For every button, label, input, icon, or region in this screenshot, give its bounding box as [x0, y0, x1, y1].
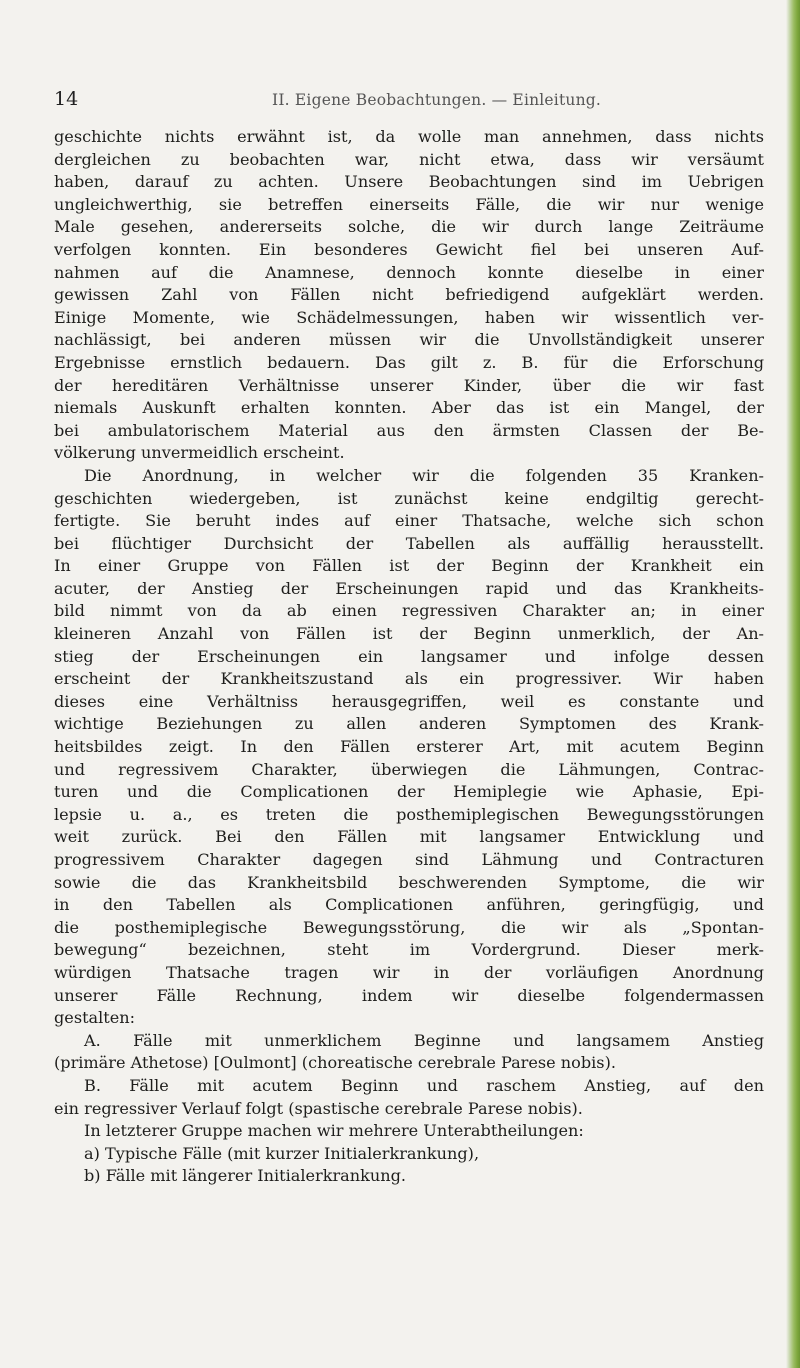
text-line: bei flüchtiger Durchsicht der Tabellen als auffällig herausstellt. — [54, 533, 764, 553]
text-line: lepsie u. a., es treten die posthemiplegischen Bewegungsstörungen — [54, 804, 764, 824]
running-head: II. Eigene Beobachtungen. — Einleitung. — [272, 91, 602, 109]
text-line: in den Tabellen als Complicationen anführen, geringfügig, und — [54, 895, 764, 915]
text-line: ein regressiver Verlauf folgt (spastische cerebrale Parese nobis). — [54, 1098, 583, 1118]
page-header — [54, 88, 774, 118]
text-line: geschichten wiedergeben, ist zunächst keine endgiltig gerecht- — [54, 488, 764, 508]
text-line: turen und die Complicationen der Hemiplegie wie Aphasie, Epi- — [54, 782, 764, 802]
text-line: In letzterer Gruppe machen wir mehrere Unterabtheilungen: — [84, 1121, 584, 1141]
text-line: nachlässigt, bei anderen müssen wir die Unvollständigkeit unserer — [54, 330, 764, 350]
body-text — [54, 126, 764, 1188]
text-line: und regressivem Charakter, überwiegen die Lähmungen, Contrac- — [54, 759, 764, 779]
text-line: ungleichwerthig, sie betreffen einerseits Fälle, die wir nur wenige — [54, 194, 764, 214]
text-line: unserer Fälle Rechnung, indem wir dieselbe folgendermassen — [54, 985, 764, 1005]
text-line: der hereditären Verhältnisse unserer Kinder, über die wir fast — [54, 375, 764, 395]
text-line: völkerung unvermeidlich erscheint. — [54, 443, 345, 463]
text-line: geschichte nichts erwähnt ist, da wolle man annehmen, dass nichts — [54, 127, 764, 146]
text-line: acuter, der Anstieg der Erscheinungen rapid und das Krankheits- — [54, 578, 764, 598]
text-line: verfolgen konnten. Ein besonderes Gewicht fiel bei unseren Auf- — [54, 239, 764, 259]
text-line: weit zurück. Bei den Fällen mit langsamer Entwicklung und — [54, 827, 764, 847]
text-line: In einer Gruppe von Fällen ist der Beginn der Krankheit ein — [54, 556, 764, 576]
text-line: bewegung“ bezeichnen, steht im Vordergrund. Dieser merk- — [54, 940, 764, 960]
text-line: bei ambulatorischem Material aus den ärmsten Classen der Be- — [54, 420, 764, 440]
text-line: wichtige Beziehungen zu allen anderen Symptomen des Krank- — [54, 714, 764, 734]
book-spine-edge — [786, 0, 800, 1368]
text-line: Ergebnisse ernstlich bedauern. Das gilt z. B. für die Erforschung — [54, 352, 764, 372]
text-line: gestalten: — [54, 1008, 136, 1028]
text-line: a) Typische Fälle (mit kurzer Initialerkrankung), — [84, 1143, 480, 1163]
text-line: Die Anordnung, in welcher wir die folgenden 35 Kranken- — [84, 465, 764, 485]
text-line: sowie die das Krankheitsbild beschwerenden Symptome, die wir — [54, 872, 764, 892]
text-line: dergleichen zu beobachten war, nicht etwa, dass wir versäumt — [54, 149, 764, 169]
text-line: erscheint der Krankheitszustand als ein progressiver. Wir haben — [54, 669, 764, 689]
text-line: Male gesehen, andererseits solche, die wir durch lange Zeiträume — [54, 217, 764, 237]
page-number: 14 — [54, 88, 79, 110]
text-line: bild nimmt von da ab einen regressiven Charakter an; in einer — [54, 601, 764, 621]
text-line: B. Fälle mit acutem Beginn und raschem Anstieg, auf den — [84, 1075, 764, 1095]
text-line: stieg der Erscheinungen ein langsamer und infolge dessen — [54, 646, 764, 666]
text-line: heitsbildes zeigt. In den Fällen ersterer Art, mit acutem Beginn — [54, 737, 764, 757]
text-line: niemals Auskunft erhalten konnten. Aber das ist ein Mangel, der — [54, 398, 764, 418]
text-line: progressivem Charakter dagegen sind Lähmung und Contracturen — [54, 850, 764, 869]
text-line: kleineren Anzahl von Fällen ist der Beginn unmerklich, der An- — [54, 624, 764, 644]
text-line: würdigen Thatsache tragen wir in der vorläufigen Anordnung — [54, 962, 764, 982]
text-line: A. Fälle mit unmerklichem Beginne und langsamem Anstieg — [84, 1030, 764, 1050]
text-line: fertigte. Sie beruht indes auf einer Thatsache, welche sich schon — [54, 511, 764, 531]
text-line: (primäre Athetose) [Oulmont] (choreatische cerebrale Parese nobis). — [54, 1053, 616, 1073]
text-line: nahmen auf die Anamnese, dennoch konnte dieselbe in einer — [54, 262, 764, 282]
text-line: gewissen Zahl von Fällen nicht befriedigend aufgeklärt werden. — [54, 285, 764, 305]
text-line: Einige Momente, wie Schädelmessungen, haben wir wissentlich ver- — [54, 307, 764, 327]
text-line: b) Fälle mit längerer Initialerkrankung. — [84, 1166, 407, 1186]
text-line: die posthemiplegische Bewegungsstörung, die wir als „Spontan- — [54, 917, 764, 937]
text-line: haben, darauf zu achten. Unsere Beobachtungen sind im Uebrigen — [54, 172, 764, 192]
text-line: dieses eine Verhältniss herausgegriffen, weil es constante und — [54, 691, 764, 711]
